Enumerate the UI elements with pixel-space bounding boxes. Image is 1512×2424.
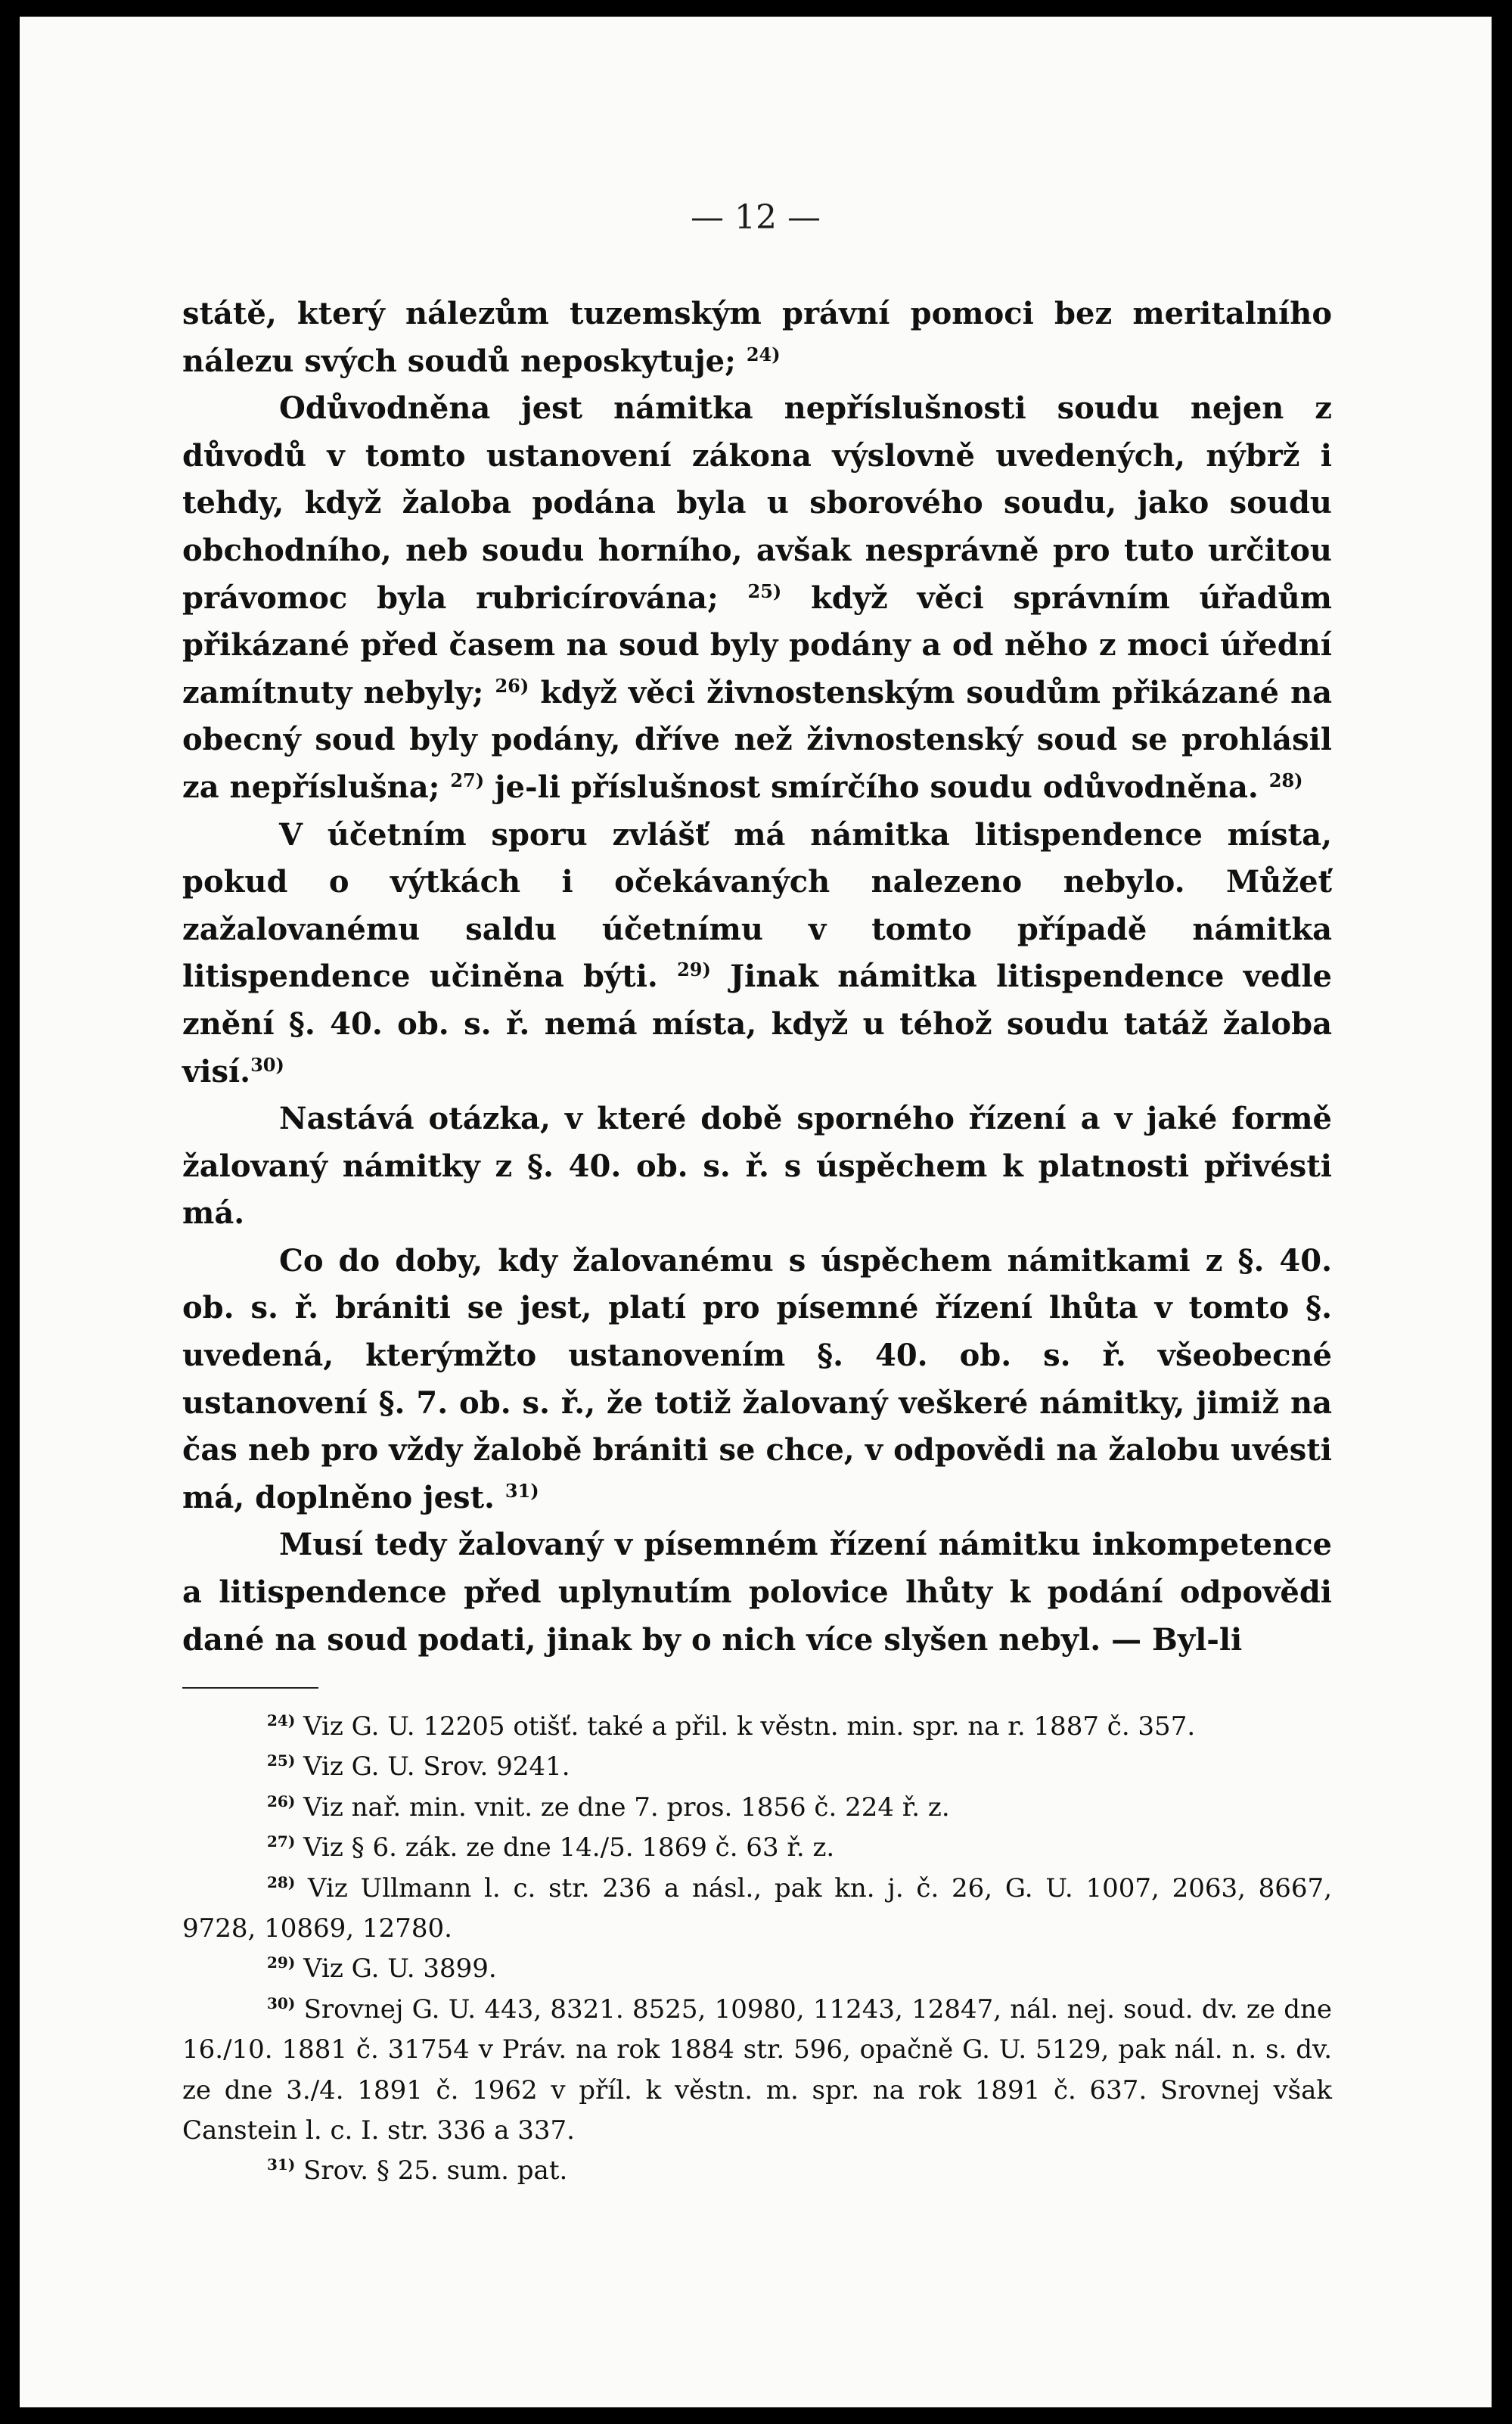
book-page — [20, 17, 1492, 2407]
page-number: — 12 — — [691, 198, 821, 237]
footnote-ref: 25) — [747, 580, 782, 602]
footnote-ref: 30) — [250, 1053, 284, 1076]
footnote: $^{31)}$ Srov. § 25. sum. pat. — [267, 2155, 568, 2186]
footnote-ref: 24) — [746, 343, 781, 365]
paragraph: Nastává otázka, v které době sporného řízení a v jaké formě žalovaný námitky z §. 40. ob. s. ř. s úspěchem k platnosti přivésti má. — [182, 1101, 1332, 1232]
footnote-ref: 27) — [450, 769, 485, 791]
footnote: $^{24)}$ Viz G. U. 12205 otišť. také a přil. k věstn. min. spr. na r. 1887 č. 357. — [267, 1711, 1196, 1742]
footnote: $^{29)}$ Viz G. U. 3899. — [267, 1953, 497, 1984]
footnotes — [182, 1707, 1332, 2192]
footnote: $^{30)}$ Srovnej G. U. 443, 8321. 8525, 10980, 11243, 12847, nál. nej. soud. dv. ze dne 16./10. 1881 č. 31754 v Práv. na rok 1884 str. 596, opačně G. U. 5129, pak nál. n. s. dv. ze dne 3./4. 1891 č. 1962 v příl. k věstn. m. spr. na rok 1891 č. 637. Srovnej však Canstein l. c. I. str. 336 a 337. — [182, 1994, 1332, 2146]
footnote-ref: 29) — [677, 959, 711, 981]
footnote-separator — [182, 1687, 318, 1689]
footnote-ref: 28) — [1268, 769, 1303, 791]
paragraph: V účetním sporu zvlášť má námitka litispendence místa, pokud o výtkách i očekávaných nalezeno nebylo. Můžeť zažalovanému saldu účetnímu v tomto případě námitka litispendence učiněna býti. $^{29)}$ Jinak námitka litispendence vedle znění §. 40. ob. s. ř. nemá místa, když u téhož soudu tatáž žaloba visí.$^{30)}$ — [182, 816, 1333, 1089]
footnote: $^{26)}$ Viz nař. min. vnit. ze dne 7. pros. 1856 č. 224 ř. z. — [267, 1792, 950, 1823]
footnote-ref: 31) — [505, 1479, 539, 1502]
paragraph: Odůvodněna jest námitka nepříslušnosti soudu nejen z důvodů v tomto ustanovení zákona výslovně uvedených, nýbrž i tehdy, když žaloba podána byla u sborového soudu, jako soudu obchodního, neb soudu horního, avšak nesprávně pro tuto určitou právomoc byla rubricírována; $^{25)}$ když věci správním úřadům přikázané před časem na soud byly podány a od něho z moci úřední zamítnuty nebyly; $^{26)}$ když věci živnostenským soudům přikázané na obecný soud byly podány, dříve než živnostenský soud se prohlásil za nepříslušna; $^{27)}$ je-li příslušnost smírčího soudu odůvodněna. $^{28)}$ — [182, 390, 1333, 805]
footnote: $^{25)}$ Viz G. U. Srov. 9241. — [267, 1751, 570, 1782]
paragraph: Musí tedy žalovaný v písemném řízení námitku inkompetence a litispendence před uplynutím polovice lhůty k podání odpovědi dané na soud podati, jinak by o nich více slyšen nebyl. — Byl-li — [182, 1527, 1332, 1658]
footnote: $^{27)}$ Viz § 6. zák. ze dne 14./5. 1869 č. 63 ř. z. — [267, 1832, 835, 1863]
paragraph: státě, který nálezům tuzemským právní pomoci bez meritalního nálezu svých soudů neposkytuje; $^{24)}$ — [182, 296, 1332, 379]
footnote-ref: 26) — [495, 674, 529, 697]
footnote: $^{28)}$ Viz Ullmann l. c. str. 236 a násl., pak kn. j. č. 26, G. U. 1007, 2063, 8667, 9728, 10869, 12780. — [182, 1872, 1332, 1944]
paragraph: Co do doby, kdy žalovanému s úspěchem námitkami z §. 40. ob. s. ř. brániti se jest, platí pro písemné řízení lhůta v tomto §. uvedená, kterýmžto ustanovením §. 40. ob. s. ř. všeobecné ustanovení §. 7. ob. s. ř., že totiž žalovaný veškeré námitky, jimiž na čas neb pro vždy žalobě brániti se chce, v odpovědi na žalobu uvésti má, doplněno jest. $^{31)}$ — [182, 1242, 1332, 1515]
main-text — [182, 291, 1332, 1664]
